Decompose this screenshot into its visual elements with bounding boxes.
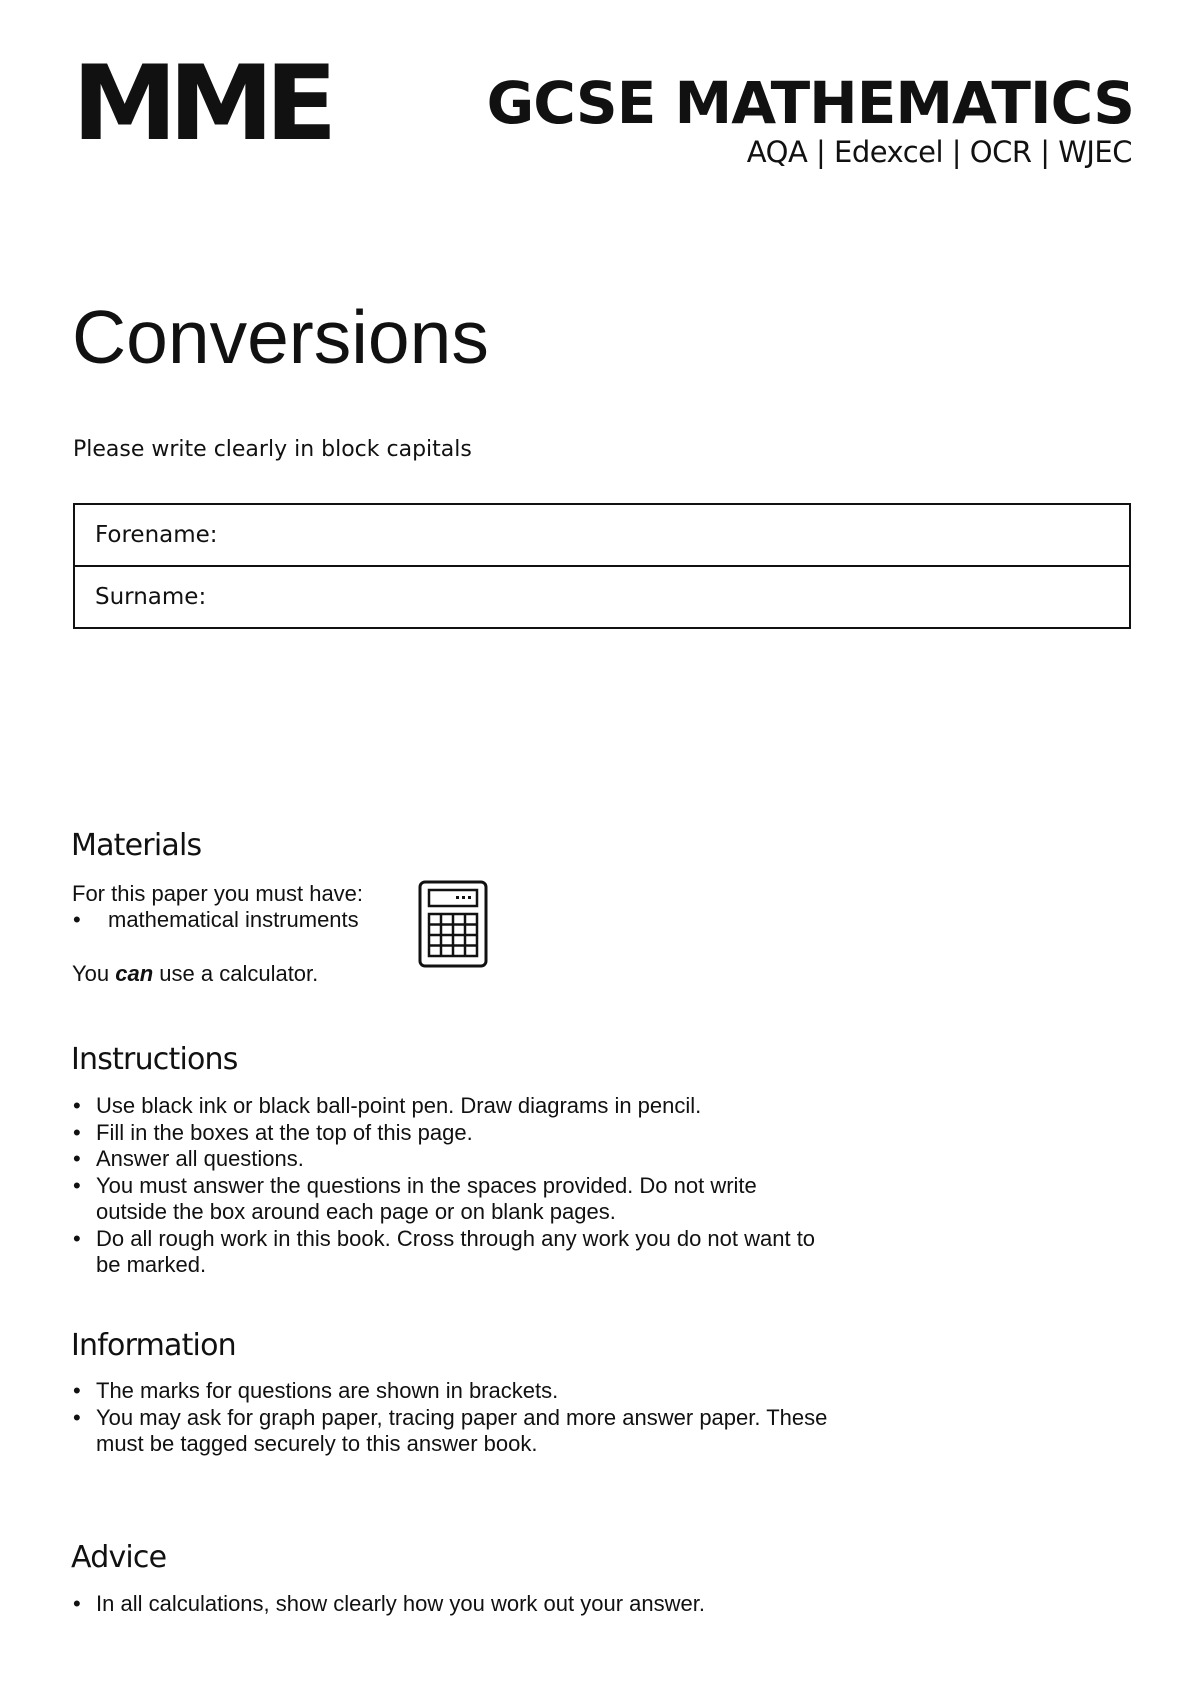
block-capitals-note: Please write clearly in block capitals: [73, 437, 472, 462]
mme-logo: MME: [72, 43, 329, 164]
forename-label: Forename:: [95, 522, 218, 548]
surname-field[interactable]: [75, 567, 1129, 627]
calculator-note-emphasis: can: [115, 961, 154, 986]
list-item: • Do all rough work in this book. Cross through any work you do not want to be marked.: [71, 1226, 831, 1279]
information-heading: Information: [71, 1328, 236, 1363]
list-item: • You must answer the questions in the spaces provided. Do not write outside the box around each page or on blank pages.: [71, 1173, 831, 1226]
list-item: • Use black ink or black ball-point pen. Draw diagrams in pencil.: [71, 1093, 831, 1120]
advice-heading: Advice: [71, 1540, 167, 1575]
list-item: • Fill in the boxes at the top of this page.: [71, 1120, 831, 1147]
materials-intro: For this paper you must have:: [72, 881, 364, 906]
calculator-note-prefix: You: [72, 961, 116, 986]
list-item: • You may ask for graph paper, tracing paper and more answer paper. These must be tagged securely to this answer book.: [71, 1405, 831, 1458]
calculator-note: [72, 960, 318, 987]
list-item: • In all calculations, show clearly how you work out your answer.: [71, 1591, 831, 1618]
exam-boards: AQA | Edexcel | OCR | WJEC: [746, 135, 1132, 169]
surname-label: Surname:: [95, 584, 207, 610]
subject-title: GCSE MATHEMATICS: [486, 69, 1134, 137]
name-box: [73, 503, 1131, 629]
list-item: • mathematical instruments: [71, 907, 391, 934]
forename-field[interactable]: [75, 505, 1129, 567]
calculator-icon: [418, 880, 488, 968]
calculator-note-suffix: use a calculator.: [153, 961, 319, 986]
page-title: Conversions: [72, 295, 489, 379]
information-list: [71, 1378, 831, 1458]
advice-list: [71, 1591, 831, 1618]
materials-heading: Materials: [71, 828, 202, 863]
instructions-heading: Instructions: [71, 1042, 238, 1077]
instructions-list: [71, 1093, 831, 1279]
list-item: • Answer all questions.: [71, 1146, 831, 1173]
list-item: • The marks for questions are shown in brackets.: [71, 1378, 831, 1405]
materials-list: [71, 907, 391, 934]
